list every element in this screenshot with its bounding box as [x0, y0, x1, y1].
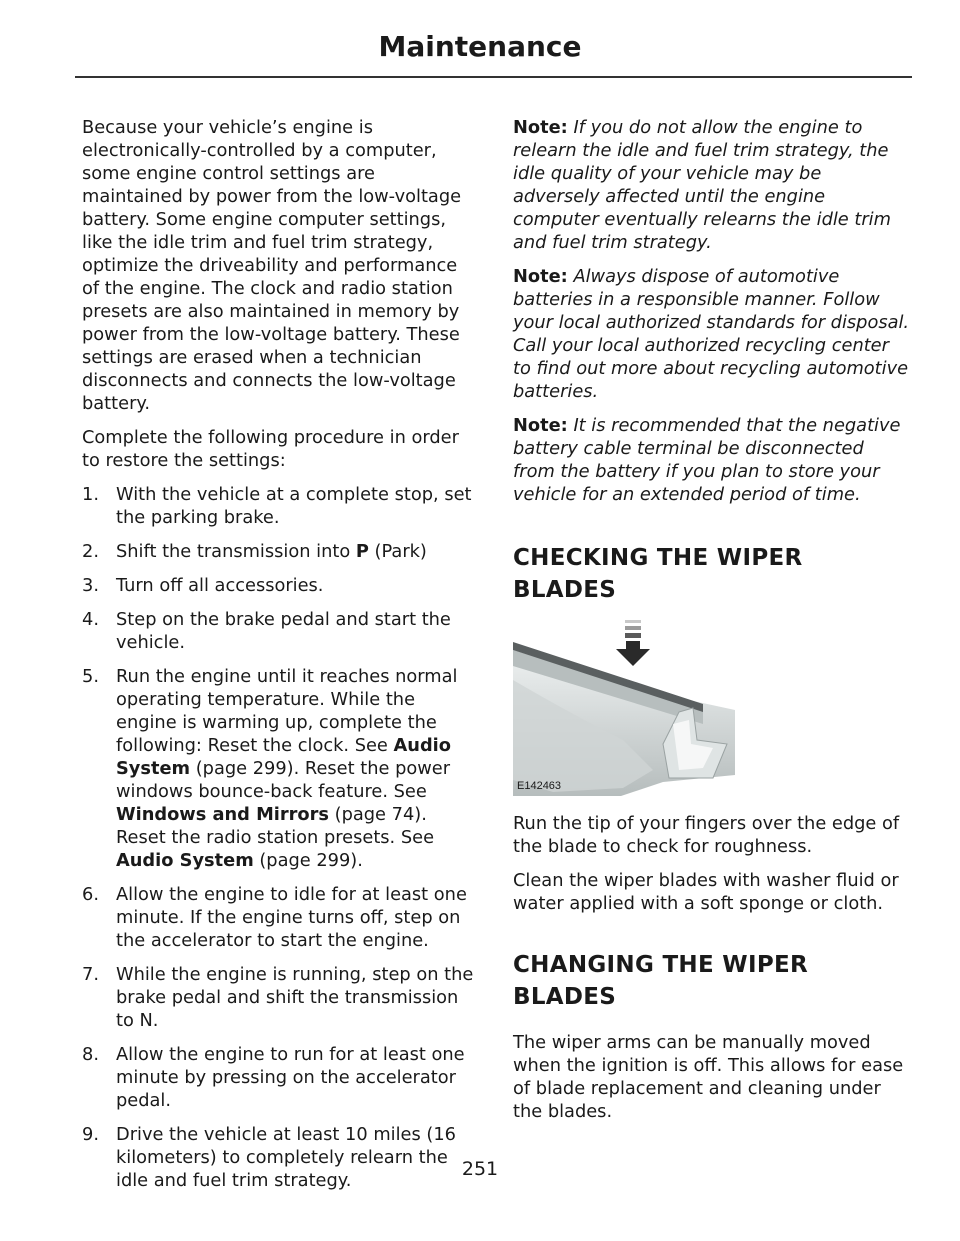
step-number: 8. — [82, 1044, 99, 1065]
audio-system-link[interactable]: Audio System — [116, 850, 254, 871]
windows-and-mirrors-link[interactable]: Windows and Mirrors — [116, 804, 329, 825]
note-label: Note: — [513, 266, 568, 287]
step-number: 1. — [82, 484, 99, 505]
note-text: If you do not allow the engine to relearn the idle and fuel trim strategy, the idle quality of your vehicle may be adversely affected until the engine computer eventually relearns the idle trim and fuel trim strategy. — [513, 117, 891, 253]
page-number: 251 — [461, 1158, 499, 1180]
note-1 — [513, 116, 911, 254]
heading-line: BLADES — [513, 577, 617, 603]
audio-system-link[interactable]: Audio System — [116, 735, 451, 779]
wiper-blade-figure — [513, 620, 735, 800]
wiper-arms-paragraph: The wiper arms can be manually moved when the ignition is off. This allows for ease of blade replacement and cleaning under the blades. — [513, 1032, 904, 1122]
step-2 — [82, 540, 476, 563]
step-text: Run the engine until it reaches normal operating temperature. While the engine is warming up, complete the following: Reset the clock. See — [116, 666, 458, 756]
clean-blade-paragraph: Clean the wiper blades with washer fluid or water applied with a soft sponge or cloth. — [513, 870, 899, 914]
step-8 — [82, 1043, 476, 1112]
step-number: 7. — [82, 964, 99, 985]
step-text: Allow the engine to idle for at least one minute. If the engine turns off, step on the accelerator to start the engine. — [116, 884, 467, 951]
check-blade-paragraph: Run the tip of your fingers over the edge of the blade to check for roughness. — [513, 813, 900, 857]
left-column — [82, 116, 476, 1203]
procedure-intro: Complete the following procedure in order to restore the settings: — [82, 427, 459, 471]
step-text: With the vehicle at a complete stop, set the parking brake. — [116, 484, 472, 528]
right-column — [513, 116, 911, 1134]
step-text: (page 299). — [253, 850, 363, 871]
step-number: 3. — [82, 575, 99, 596]
wiper-blade-illustration — [513, 620, 735, 800]
intro-paragraph: Because your vehicle’s engine is electronically-controlled by a computer, some engine control settings are maintained by power from the low-voltage battery. Some engine computer settings, like the idle trim and fuel trim strategy, optimize the driveability and performance of the engine. The clock and radio station presets are also maintained in memory by power from the low-voltage battery. These settings are erased when a technician disconnects and connects the low-voltage battery. — [82, 117, 462, 414]
changing-wiper-blades-heading — [513, 949, 911, 1013]
park-gear-label: P — [355, 541, 369, 562]
step-number: 5. — [82, 666, 99, 687]
step-6 — [82, 883, 476, 952]
heading-line: CHANGING THE WIPER — [513, 952, 809, 978]
step-number: 9. — [82, 1124, 99, 1145]
step-number: 6. — [82, 884, 99, 905]
heading-line: BLADES — [513, 984, 617, 1010]
step-number: 2. — [82, 541, 99, 562]
step-5 — [82, 665, 476, 872]
step-text: While the engine is running, step on the brake pedal and shift the transmission to N. — [116, 964, 474, 1031]
step-text: (page 299). Reset the power windows bounce-back feature. See — [116, 758, 451, 802]
heading-line: CHECKING THE WIPER — [513, 545, 803, 571]
step-text: (page 74). Reset the radio station presets. See — [116, 804, 435, 848]
step-7 — [82, 963, 476, 1032]
note-text: Always dispose of automotive batteries in a responsible manner. Follow your local authorized standards for disposal. Call your local authorized recycling center to find out more about recycling automotive batteries. — [513, 266, 910, 402]
note-2 — [513, 265, 911, 403]
step-text: (Park) — [368, 541, 427, 562]
figure-code: E142463 — [517, 780, 562, 792]
step-4 — [82, 608, 476, 654]
step-3 — [82, 574, 476, 597]
step-text: Drive the vehicle at least 10 miles (16 kilometers) to completely relearn the idle and fuel trim strategy. — [116, 1124, 456, 1191]
step-text: Step on the brake pedal and start the vehicle. — [116, 609, 451, 653]
header-divider — [75, 76, 912, 78]
step-number: 4. — [82, 609, 99, 630]
note-label: Note: — [513, 415, 568, 436]
checking-wiper-blades-heading — [513, 542, 911, 606]
note-3 — [513, 414, 911, 506]
step-text: Allow the engine to run for at least one minute by pressing on the accelerator pedal. — [116, 1044, 465, 1111]
step-text: Turn off all accessories. — [116, 575, 324, 596]
procedure-steps — [82, 483, 476, 1192]
step-text: Shift the transmission into — [116, 541, 356, 562]
notes — [513, 116, 911, 506]
note-text: It is recommended that the negative battery cable terminal be disconnected from the battery if you plan to store your vehicle for an extended period of time. — [513, 415, 901, 505]
step-1 — [82, 483, 476, 529]
note-label: Note: — [513, 117, 568, 138]
page-title: Maintenance — [378, 30, 582, 63]
